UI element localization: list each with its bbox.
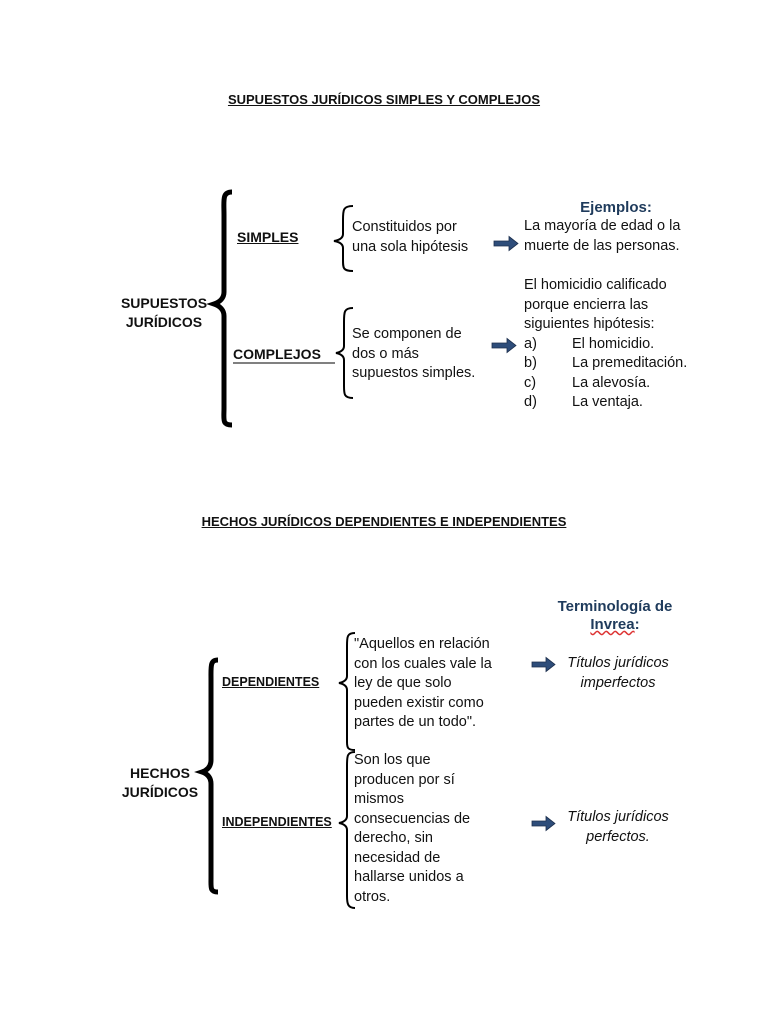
terminology-heading-colon: : [634, 616, 640, 633]
text-line: producen por sí [354, 771, 455, 788]
examples-heading: Ejemplos: [580, 199, 652, 216]
text-line: siguientes hipótesis: [524, 316, 655, 332]
text-line: Constituidos por [352, 219, 457, 235]
root-node-2-line2: JURÍDICOS [121, 784, 199, 800]
list-marker: b) [524, 355, 537, 371]
root-node-2 [104, 764, 216, 802]
list-text: La premeditación. [572, 355, 688, 371]
list-text: La alevosía. [572, 374, 651, 391]
root-node-1-line2: JURÍDICOS [125, 314, 203, 330]
section2-title: HECHOS JURÍDICOS DEPENDIENTES E INDEPENDIENTES [201, 514, 567, 529]
text-line: El homicidio calificado [524, 277, 667, 293]
text-line: perfectos. [586, 828, 650, 845]
text-line: pueden existir como [354, 694, 484, 711]
text-line: "Aquellos en relación [354, 636, 490, 652]
dependientes-description [354, 635, 492, 733]
list-marker: a) [524, 335, 537, 352]
text-line: con los cuales vale la [354, 655, 492, 672]
text-line: dos o más [352, 345, 419, 362]
text-line: imperfectos [580, 674, 656, 691]
text-line: La mayoría de edad o la [524, 218, 681, 234]
dependientes-result [552, 654, 684, 693]
terminology-heading [540, 598, 690, 634]
terminology-heading-author: Invrea [590, 616, 635, 633]
text-line: muerte de las personas. [524, 237, 680, 254]
branch-label-complejos: COMPLEJOS [233, 346, 321, 362]
terminology-heading-line2 [540, 616, 690, 634]
text-line: supuestos simples. [352, 365, 476, 381]
list-text: El homicidio. [572, 335, 655, 352]
text-line: porque encierra las [524, 296, 649, 313]
branch-label-dependientes: DEPENDIENTES [222, 675, 320, 689]
root-node-1-line1: SUPUESTOS [120, 295, 208, 311]
text-line: necesidad de [354, 849, 441, 866]
list-marker: c) [524, 374, 537, 391]
text-line: Se componen de [352, 326, 462, 342]
text-line: derecho, sin [354, 830, 433, 846]
text-line: Son los que [354, 752, 431, 768]
text-line: partes de un todo". [354, 714, 477, 730]
list-text: La ventaja. [572, 394, 643, 410]
branch-label-independientes: INDEPENDIENTES [222, 815, 332, 829]
branch-label-simples: SIMPLES [237, 229, 299, 245]
text-line: Títulos jurídicos [567, 655, 669, 671]
list-marker: d) [524, 394, 537, 410]
text-line: Títulos jurídicos [567, 809, 669, 825]
text-line: mismos [354, 791, 404, 807]
text-line: otros. [354, 888, 391, 905]
text-line: consecuencias de [354, 810, 471, 827]
independientes-brace [339, 752, 355, 908]
root-node-2-line1: HECHOS [130, 765, 190, 781]
section1-title: SUPUESTOS JURÍDICOS SIMPLES Y COMPLEJOS [227, 92, 541, 107]
independientes-result [552, 808, 684, 847]
independientes-description [354, 751, 470, 907]
terminology-heading-line1: Terminología de [557, 598, 673, 615]
text-line: ley de que solo [354, 675, 452, 691]
text-line: hallarse unidos a [354, 869, 464, 885]
dependientes-brace [339, 633, 355, 750]
text-line: una sola hipótesis [352, 238, 469, 255]
